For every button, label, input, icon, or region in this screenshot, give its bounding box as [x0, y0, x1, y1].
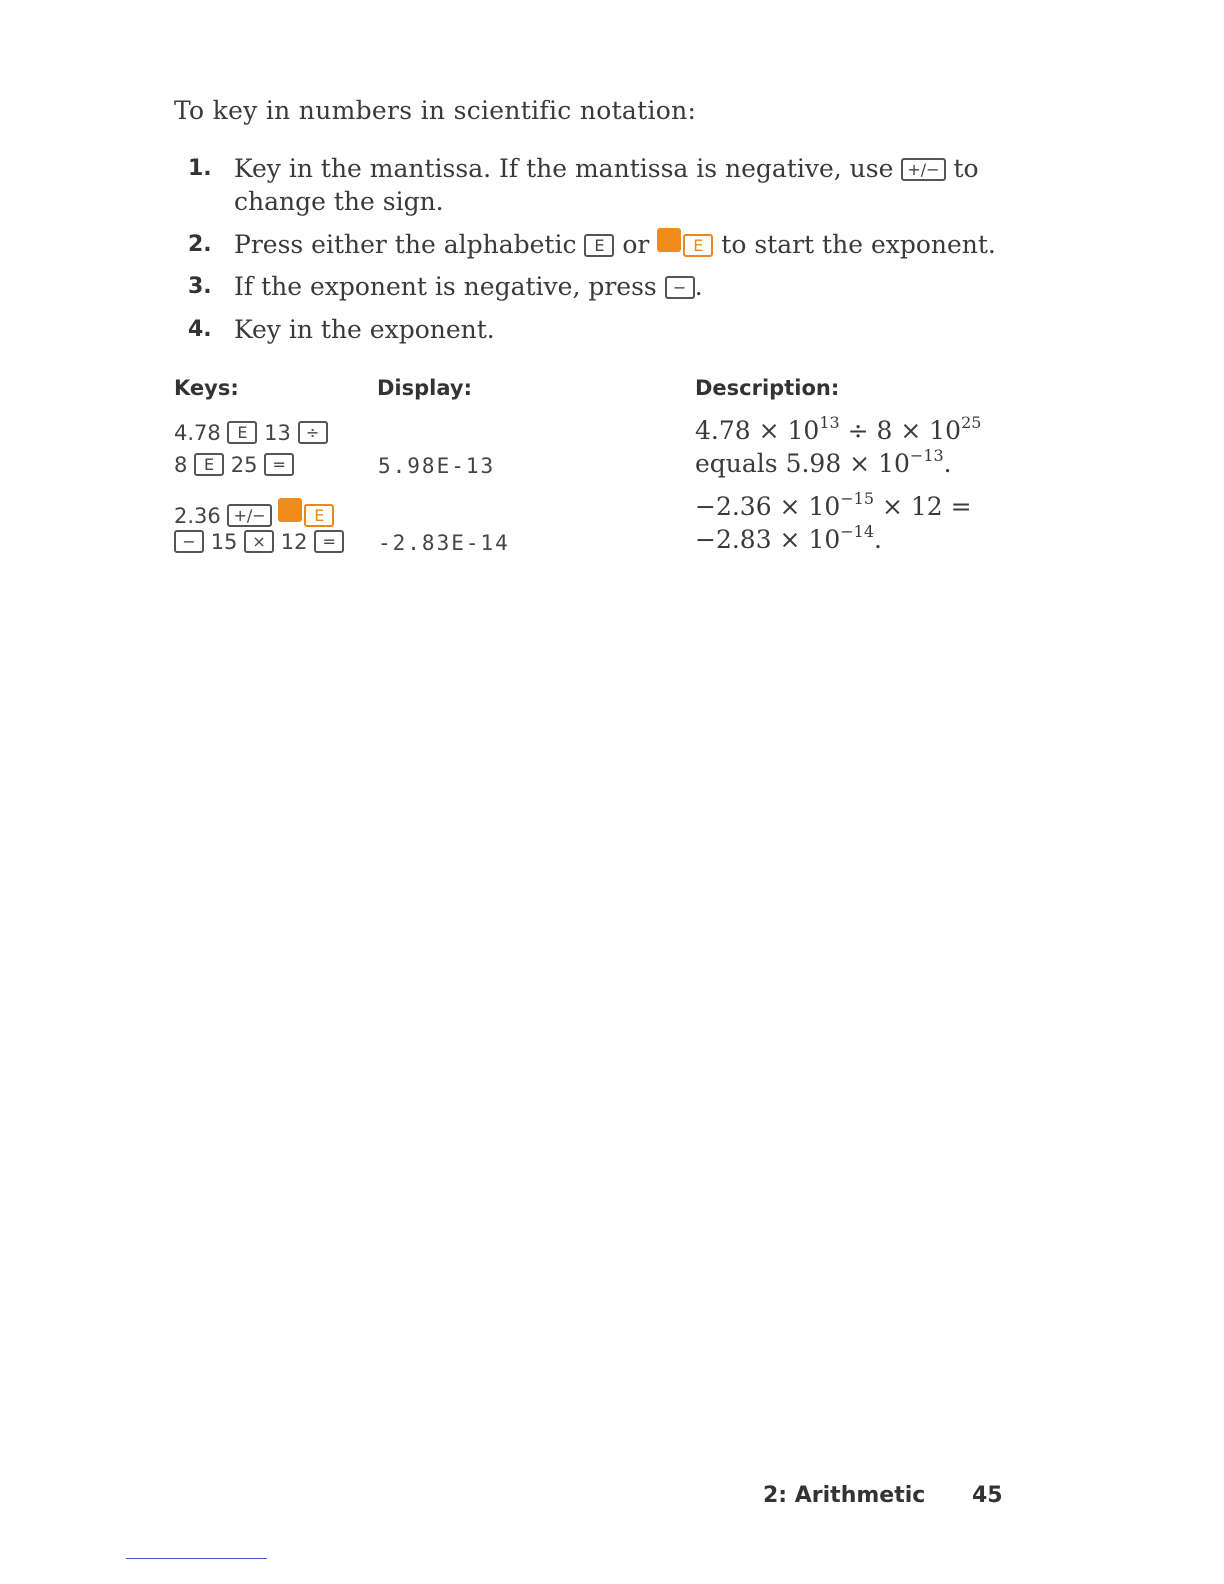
exponent: −13: [909, 446, 944, 465]
step-text-part: or: [622, 230, 650, 259]
e-key: E: [194, 453, 224, 476]
divide-key: ÷: [298, 421, 328, 444]
example-2-description-line-2: [695, 522, 882, 554]
exponent: −15: [840, 489, 875, 508]
intro-text: To key in numbers in scientific notation:: [174, 96, 697, 125]
description-part: equals 5.98 × 10: [695, 449, 910, 478]
exponent: 13: [819, 413, 840, 432]
step-text: [234, 270, 703, 303]
e-key: E: [584, 234, 614, 257]
example-2-keys-line-2: [174, 530, 344, 554]
description-part: × 12 =: [874, 492, 972, 521]
key-entry-number: 2.36: [174, 504, 221, 528]
shift-key-icon: [278, 498, 302, 522]
exponent: −14: [840, 522, 875, 541]
shifted-e-key: E: [683, 234, 713, 257]
description-header: Description:: [695, 376, 840, 400]
key-entry-number: 8: [174, 453, 188, 477]
chs-key: +/−: [227, 504, 271, 527]
keys-header: Keys:: [174, 376, 239, 400]
step-text: [234, 152, 979, 218]
step-number: 2.: [188, 232, 212, 257]
minus-key: −: [174, 530, 204, 553]
footer-section-title: 2: Arithmetic: [763, 1483, 926, 1508]
key-entry-number: 25: [230, 453, 258, 477]
description-part: .: [874, 525, 882, 554]
bottom-rule: [126, 1558, 267, 1559]
step-text-part: If the exponent is negative, press: [234, 272, 657, 301]
step-text: Key in the exponent.: [234, 315, 495, 344]
step-text-part: change the sign.: [234, 187, 444, 216]
page-number: 45: [972, 1483, 1003, 1508]
description-part: ÷ 8 × 10: [839, 416, 962, 445]
step-text-part: Press either the alphabetic: [234, 230, 577, 259]
step-text-part: .: [694, 272, 703, 301]
step-number: 3.: [188, 274, 212, 299]
step-text-part: Key in the mantissa. If the mantissa is negative, use: [234, 154, 894, 183]
key-entry-number: 4.78: [174, 421, 221, 445]
description-part: −2.36 × 10: [695, 492, 841, 521]
key-entry-number: 12: [280, 530, 308, 554]
chs-key: +/−: [901, 158, 945, 181]
multiply-key: ×: [244, 530, 274, 553]
key-entry-number: 13: [264, 421, 291, 445]
equals-key: =: [314, 530, 344, 553]
exponent: 25: [961, 413, 982, 432]
display-header: Display:: [377, 376, 472, 400]
e-key: E: [227, 421, 257, 444]
equals-key: =: [264, 453, 294, 476]
step-text-part: to start the exponent.: [721, 230, 996, 259]
example-1-display: 5.98E-13: [378, 454, 496, 478]
example-1-description-line-1: [695, 413, 982, 445]
description-part: −2.83 × 10: [695, 525, 841, 554]
step-number: 4.: [188, 317, 212, 342]
example-1-description-line-2: [695, 446, 952, 478]
example-1-keys-line-2: [174, 453, 294, 477]
step-text-part: to: [953, 154, 979, 183]
step-number: 1.: [188, 156, 212, 181]
description-part: 4.78 × 10: [695, 416, 820, 445]
minus-key: −: [665, 276, 695, 299]
example-2-description-line-1: [695, 489, 972, 521]
shift-key-icon: [657, 228, 681, 252]
example-1-keys-line-1: [174, 421, 328, 445]
shifted-e-key: E: [304, 504, 334, 527]
example-2-keys-line-1: [174, 498, 334, 528]
step-text: [234, 228, 996, 261]
description-part: .: [943, 449, 952, 478]
key-entry-number: 15: [210, 530, 238, 554]
example-2-display: -2.83E-14: [378, 531, 510, 555]
